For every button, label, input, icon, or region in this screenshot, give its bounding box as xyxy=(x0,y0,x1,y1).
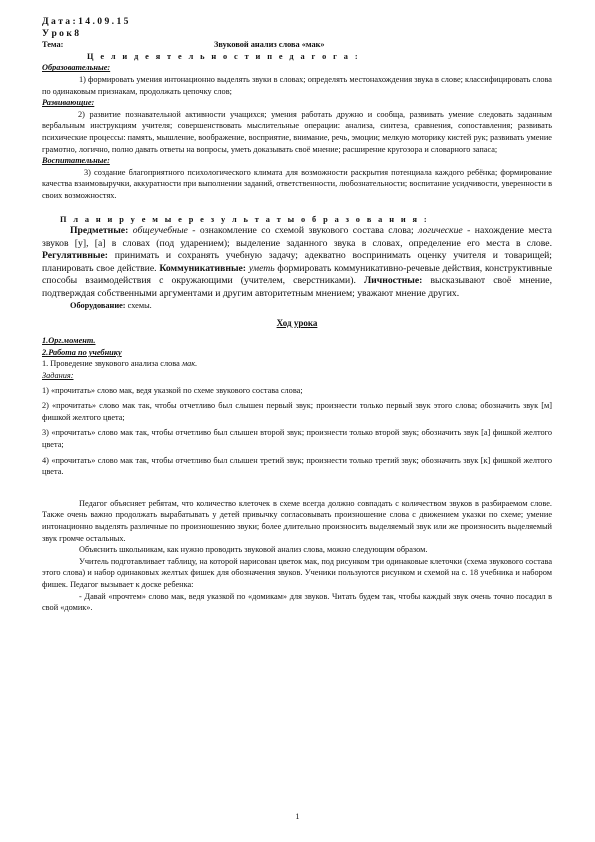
comm-text: формировать коммуникативно-речевые действия, конструктивные способы взаимодействия с окружающими (учителем, сверстниками). xyxy=(42,262,552,287)
equipment-label: Оборудование: xyxy=(70,301,126,311)
comm-label: Коммуникативные: xyxy=(159,262,247,274)
dev-goals-label: Развивающие: xyxy=(42,98,95,108)
upb-goals-text: 3) создание благоприятного психологического климата для возможности раскрытия потенциала каждого ребёнка; формирование качества взаимовыручки, аккуратности при выполнении заданий, ответственности, любознательности; воспитание усидчивости, уверенности в своих возможностях. xyxy=(42,167,552,200)
goals-title: Ц е л и д е я т е л ь н о с т и п е д а г о г а : xyxy=(87,51,360,61)
topic-label: Тема: xyxy=(42,40,64,50)
equipment-line xyxy=(42,300,552,312)
lesson-date: Д а т а : 1 4 . 0 9 . 1 5 xyxy=(42,16,129,27)
task-intro-text: 1. Проведение звукового анализа слова xyxy=(42,359,182,369)
step-org: 1.Орг.момент. xyxy=(42,336,96,346)
task-item: 1) «прочитать» слово мак, ведя указкой по схеме звукового состава слова; xyxy=(42,385,303,395)
step-textbook: 2.Работа по учебнику xyxy=(42,347,122,357)
topic-value: Звуковой анализ слова «мак» xyxy=(214,40,325,50)
dev-goals-text: 2) развитие познавательной активности учащихся; умения работать дружно и сообща, развивать умение следовать заданным вербальным инструкциям учителя; совершенствовать мыслительные операции: анализа, синтеза, сравнения, сопоставления; развивать психические процессы: память, мышление, воображение, восприятие, внимание, речь, эмоции; мелкую моторику кистей рук; развивать умение грамотно, логично, полно давать ответы на вопросы, уметь доказывать своё мнение; расширение кругозора и словарного запаса; xyxy=(42,109,552,154)
general-text: - ознакомление со схемой звукового состава слова; xyxy=(187,225,419,237)
reg-label: Регулятивные: xyxy=(42,250,109,262)
tasks-label: Задания: xyxy=(42,371,74,381)
task-intro-word: мак. xyxy=(181,359,198,369)
pers-text: высказывают своё мнение, подтверждая собственными аргументами и другим авторитетным мнением; уважают мнение других. xyxy=(42,275,552,299)
equipment-text: схемы. xyxy=(125,301,152,311)
pers-label: Личностные: xyxy=(363,275,423,287)
logic-label: логические xyxy=(418,225,463,237)
subject-label: Предметные: xyxy=(70,225,129,237)
paragraph-1: Педагог объясняет ребятам, что количество клеточек в схеме всегда должно совпадать с количеством звуков в разбираемом слове. Также очень важно продолжать вырабатывать у детей привычку согласовывать произношение слова с движением указки по схеме; умение интонационно выделять различные по произношению звуки; более длительно произносить выделяемый звук или же произносить выделяемый звук громче остальных. xyxy=(42,498,552,543)
edu-goals-label: Образовательные: xyxy=(42,63,111,73)
general-label: общеучебные xyxy=(132,225,188,237)
comm-word: уметь xyxy=(248,262,275,274)
task-item: 3) «прочитать» слово мак так, чтобы отчетливо был слышен второй звук; произнести только второй звук; обозначить звук [а] фишкой желтого цвета; xyxy=(42,428,552,450)
topic-line xyxy=(42,39,552,51)
paragraph-4: - Давай «прочтем» слово мак, ведя указкой по «домикам» для звуков. Читать будем так, чтобы каждый звук очень точно посадил в свой «домик». xyxy=(42,591,552,613)
edu-goals-text: 1) формировать умения интонационно выделять звуки в словах; определять местонахождения звука в слове; классифицировать слова по одинаковым признакам, продолжать цепочку слов; xyxy=(42,74,552,96)
results-paragraph xyxy=(42,225,552,300)
lesson-number: У р о к 8 xyxy=(42,27,80,39)
results-title: П л а н и р у е м ы е р е з у л ь т а т ы о б р а з о в а н и я : xyxy=(60,214,430,224)
logic-text: - нахождение места звуков [у], [а] в словах (под ударением); выделение заданного звука в словах, определение его места в слове. xyxy=(42,225,552,249)
paragraph-2: Объяснить школьникам, как нужно проводить звуковой анализ слова, можно следующим образом. xyxy=(79,545,428,555)
task-item: 4) «прочитать» слово мак так, чтобы отчетливо был слышен третий звук; произнести только третий звук; обозначить звук [к] фишкой желтого цвета. xyxy=(42,455,552,477)
upb-goals-label: Воспитательные: xyxy=(42,156,110,166)
lesson-title: Ход урока xyxy=(276,317,318,328)
page-number: 1 xyxy=(295,812,300,821)
task-item: 2) «прочитать» слово мак так, чтобы отчетливо был слышен первый звук; произнести только первый звук этого слова; обозначить звук [м] фишкой желтого цвета; xyxy=(42,401,552,422)
reg-text: принимать и сохранять учебную задачу; адекватно воспринимать оценку учителя и товарищей; планировать свое действие. xyxy=(42,250,552,274)
task-intro xyxy=(42,358,552,370)
paragraph-3: Учитель подготавливает таблицу, на которой нарисован цветок мак, под рисунком три одинаковые клеточки (схема звукового состава этого слова) и набор одинаковых желтых фишек для обозначения звуков. Ученики пользуются рисунком и схемой на с. 18 учебника и набором фишек. Педагог вызывает к доске ребенка: xyxy=(42,556,552,589)
